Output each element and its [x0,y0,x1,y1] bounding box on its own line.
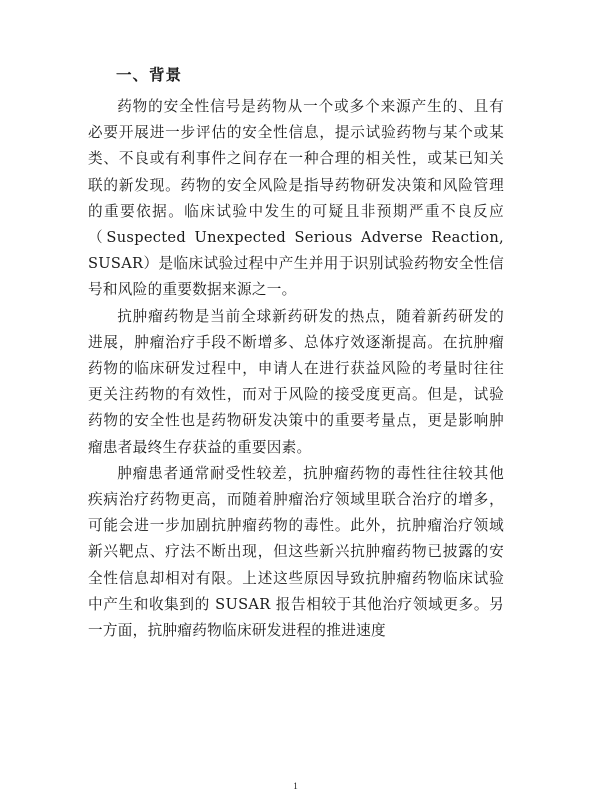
paragraph-safety-signal: 药物的安全性信号是药物从一个或多个来源产生的、且有必要开展进一步评估的安全性信息，提示试验药物与某个或某类、不良或有利事件之间存在一种合理的相关性，或某已知关联的新发现。药物的安全风险是指导药物研发决策和风险管理的重要依据。临床试验中发生的可疑且非预期严重不良反应（Suspected Unexpected Serious Adverse Reaction, SUSAR）是临床试验过程中产生并用于识别试验药物安全性信号和风险的重要数据来源之一。 [88,98,504,299]
section-heading: 一、背景 [116,66,183,84]
paragraph-antitumor-drugs: 抗肿瘤药物是当前全球新药研发的热点，随着新药研发的进展，肿瘤治疗手段不断增多、总体疗效逐渐提高。在抗肿瘤药物的临床研发过程中，申请人在进行获益风险的考量时往往更关注药物的有效性，而对于风险的接受度更高。但是，试验药物的安全性也是药物研发决策中的重要考量点，更是影响肿瘤患者最终生存获益的重要因素。 [88,307,504,456]
paragraph-tumor-patients: 肿瘤患者通常耐受性较差，抗肿瘤药物的毒性往往较其他疾病治疗药物更高，而随着肿瘤治疗领域里联合治疗的增多，可能会进一步加剧抗肿瘤药物的毒性。此外，抗肿瘤治疗领域新兴靶点、疗法不断出现，但这些新兴抗肿瘤药物已披露的安全性信息却相对有限。上述这些原因导致抗肿瘤药物临床试验中产生和收集到的 SUSAR 报告相较于其他治疗领域更多。另一方面，抗肿瘤药物临床研发进程的推进速度 [88,464,504,640]
body-text [88,94,504,644]
page-number: 1 [293,781,298,791]
